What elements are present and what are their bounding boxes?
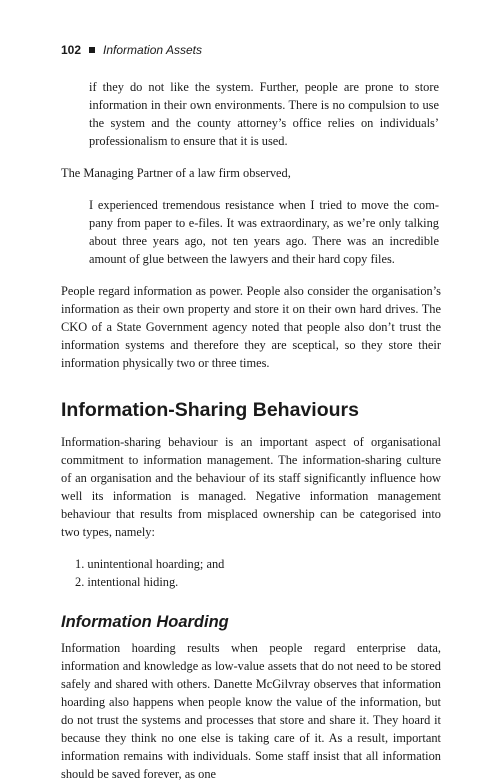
- square-bullet-icon: [89, 47, 95, 53]
- running-title: Information Assets: [103, 43, 202, 57]
- page-body: [61, 78, 441, 783]
- page-number: 102: [61, 43, 82, 57]
- paragraph: People regard information as power. People also consider the organisation’s information as their own property and store it on their own hard drives. The CKO of a State Government agency noted that people also don’t trust the information systems and therefore they are sceptical, so they store their information physically two or three times.: [61, 284, 441, 370]
- list-item: 1. unintentional hoarding; and: [75, 557, 225, 571]
- subsection-heading: Information Hoarding: [61, 613, 229, 631]
- block-quote: if they do not like the system. Further, people are prone to store information in their own environments. There is no compulsion to use the system and the county attorney’s office relies on individuals’ professionalism to ensure that it is used.: [89, 80, 439, 148]
- paragraph: Information-sharing behaviour is an important aspect of organisational commitment to information management. The information-sharing culture of an organisation and the behaviour of its staff significantly influence how well its information is managed. Negative information management behaviour that results from misplaced ownership can be categorised into two types, namely:: [61, 435, 441, 539]
- section-heading: Information-Sharing Behaviours: [61, 399, 359, 421]
- running-head: [61, 43, 202, 57]
- block-quote: I experienced tremendous resistance when I tried to move the company from paper to e-files. It was extraordinary, as we’re only talking about three years ago, not ten years ago. There was an incredible amount of glue between the lawyers and their hard copy files.: [89, 198, 439, 266]
- paragraph: Information hoarding results when people regard enterprise data, information and knowledge as low-value assets that do not need to be stored safely and shared with others. Danette McGilvray observes that information hoarding also happens when people know the value of the information, but do not trust the systems and processes that store and share it. They hoard it because they think no one else is taking care of it. As a result, important information remains with individuals. Some staff insist that all information should be saved forever, as one: [61, 641, 441, 781]
- paragraph: The Managing Partner of a law firm observed,: [61, 166, 291, 180]
- list-item: 2. intentional hiding.: [75, 575, 179, 589]
- ordered-list: [61, 555, 441, 591]
